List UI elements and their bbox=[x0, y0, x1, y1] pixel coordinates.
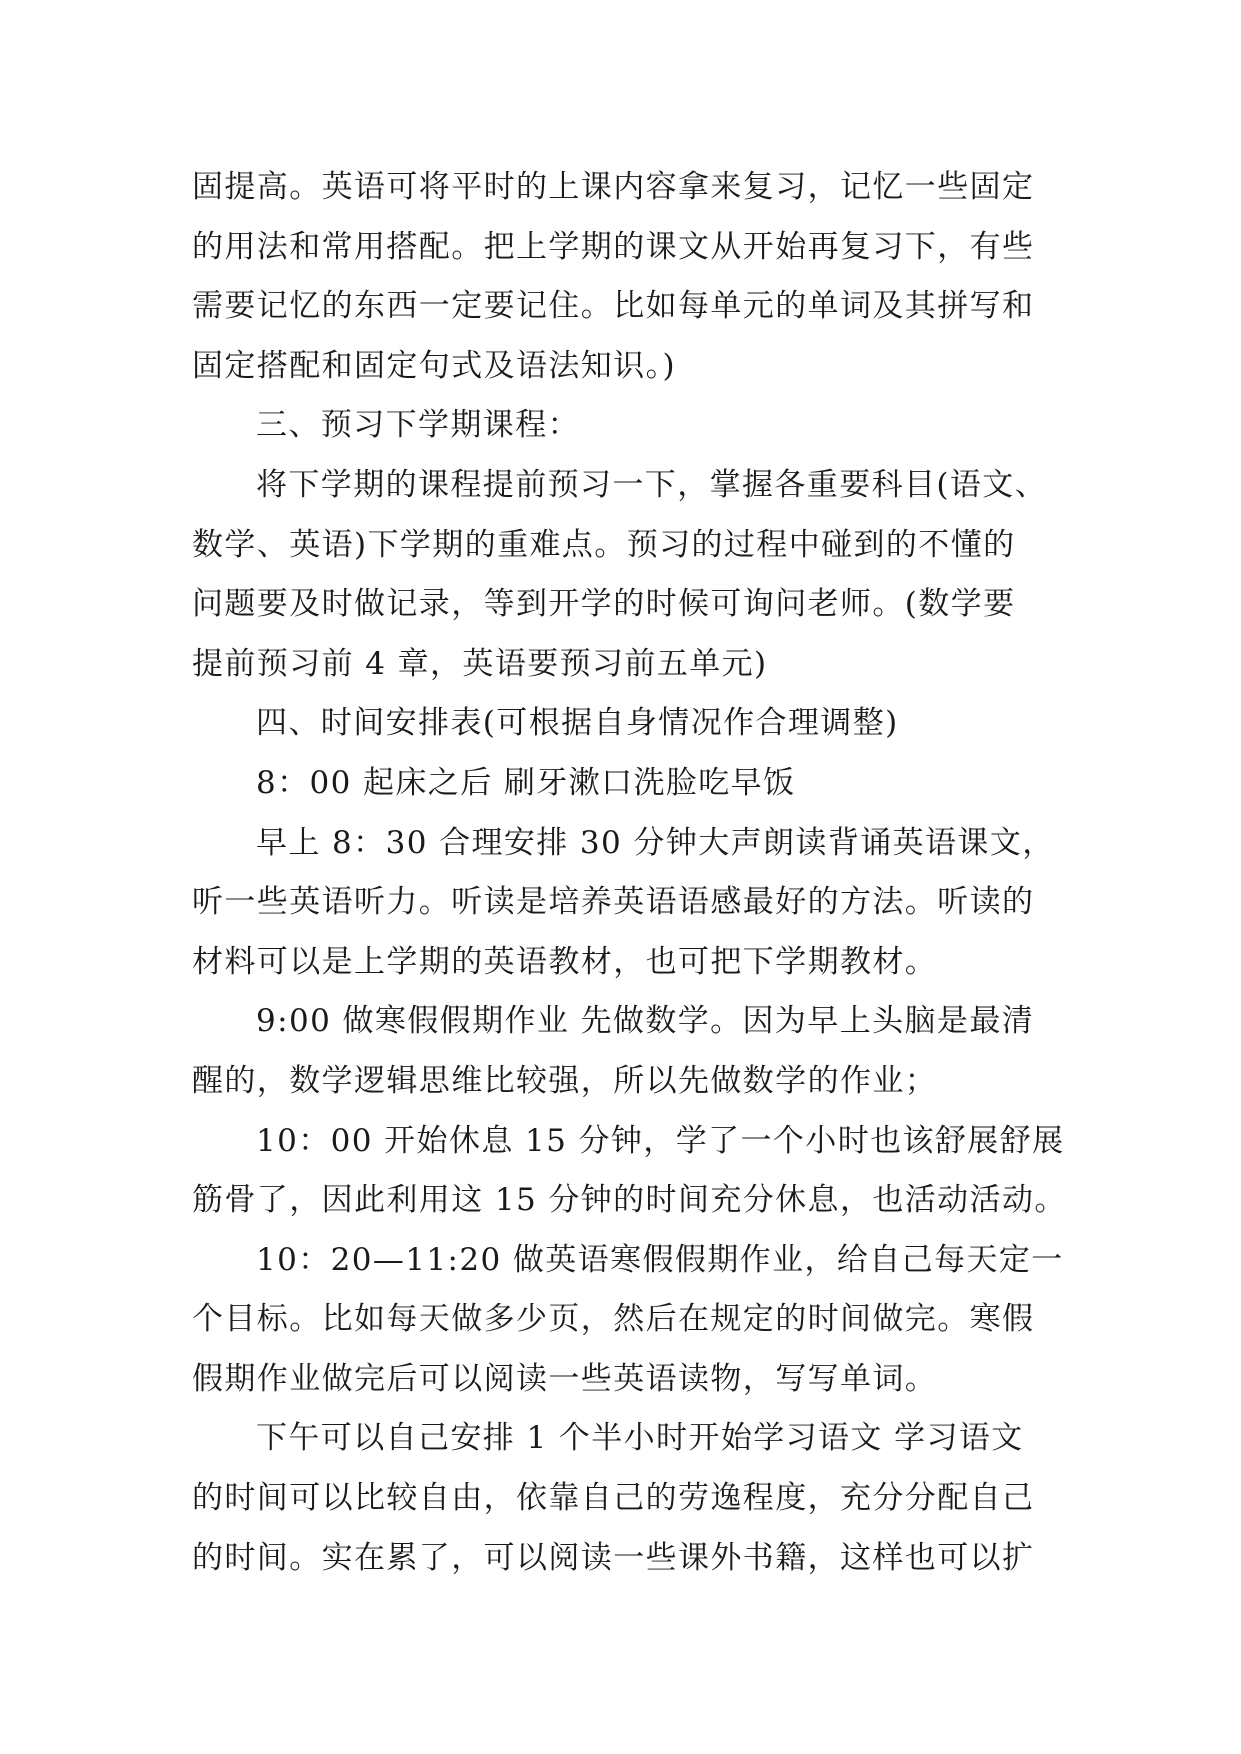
text-line: 的时间可以比较自由，依靠自己的劳逸程度，充分分配自己 bbox=[192, 1480, 1035, 1517]
text-line: 醒的，数学逻辑思维比较强，所以先做数学的作业； bbox=[192, 1062, 938, 1099]
paragraph-first-line: 三、预习下学期课程： bbox=[256, 407, 580, 444]
text-line: 的时间。实在累了，可以阅读一些课外书籍，这样也可以扩 bbox=[192, 1539, 1035, 1576]
paragraph-first-line: 四、时间安排表(可根据自身情况作合理调整) bbox=[256, 705, 899, 742]
text-line: 需要记忆的东西一定要记住。比如每单元的单词及其拼写和 bbox=[192, 288, 1035, 325]
text-line: 假期作业做完后可以阅读一些英语读物，写写单词。 bbox=[192, 1360, 938, 1397]
text-line: 问题要及时做记录，等到开学的时候可询问老师。(数学要 bbox=[192, 586, 1016, 623]
text-line: 数学、英语)下学期的重难点。预习的过程中碰到的不懂的 bbox=[192, 526, 1016, 563]
paragraph-first-line: 早上 8：30 合理安排 30 分钟大声朗读背诵英语课文， bbox=[256, 824, 1055, 861]
text-line: 的用法和常用搭配。把上学期的课文从开始再复习下，有些 bbox=[192, 228, 1035, 265]
text-line: 个目标。比如每天做多少页，然后在规定的时间做完。寒假 bbox=[192, 1301, 1035, 1338]
paragraph-first-line: 将下学期的课程提前预习一下，掌握各重要科目(语文、 bbox=[256, 466, 1048, 503]
document-body bbox=[192, 158, 1072, 1588]
paragraph-first-line: 下午可以自己安排 1 个半小时开始学习语文 学习语文 bbox=[256, 1420, 1024, 1457]
text-line: 听一些英语听力。听读是培养英语语感最好的方法。听读的 bbox=[192, 884, 1035, 921]
text-line: 筋骨了，因此利用这 15 分钟的时间充分休息，也活动活动。 bbox=[192, 1182, 1067, 1219]
text-line: 材料可以是上学期的英语教材，也可把下学期教材。 bbox=[192, 943, 938, 980]
paragraph-first-line: 10：00 开始休息 15 分钟，学了一个小时也该舒展舒展 bbox=[256, 1122, 1065, 1159]
text-line: 固定搭配和固定句式及语法知识。) bbox=[192, 347, 676, 384]
text-line: 固提高。英语可将平时的上课内容拿来复习，记忆一些固定 bbox=[192, 169, 1035, 205]
paragraph-first-line: 10：20—11:20 做英语寒假假期作业，给自己每天定一 bbox=[256, 1241, 1064, 1278]
paragraph-first-line: 9:00 做寒假假期作业 先做数学。因为早上头脑是最清 bbox=[256, 1003, 1035, 1040]
text-line: 提前预习前 4 章，英语要预习前五单元) bbox=[192, 645, 768, 682]
paragraph-first-line: 8：00 起床之后 刷牙漱口洗脸吃早饭 bbox=[256, 764, 796, 801]
